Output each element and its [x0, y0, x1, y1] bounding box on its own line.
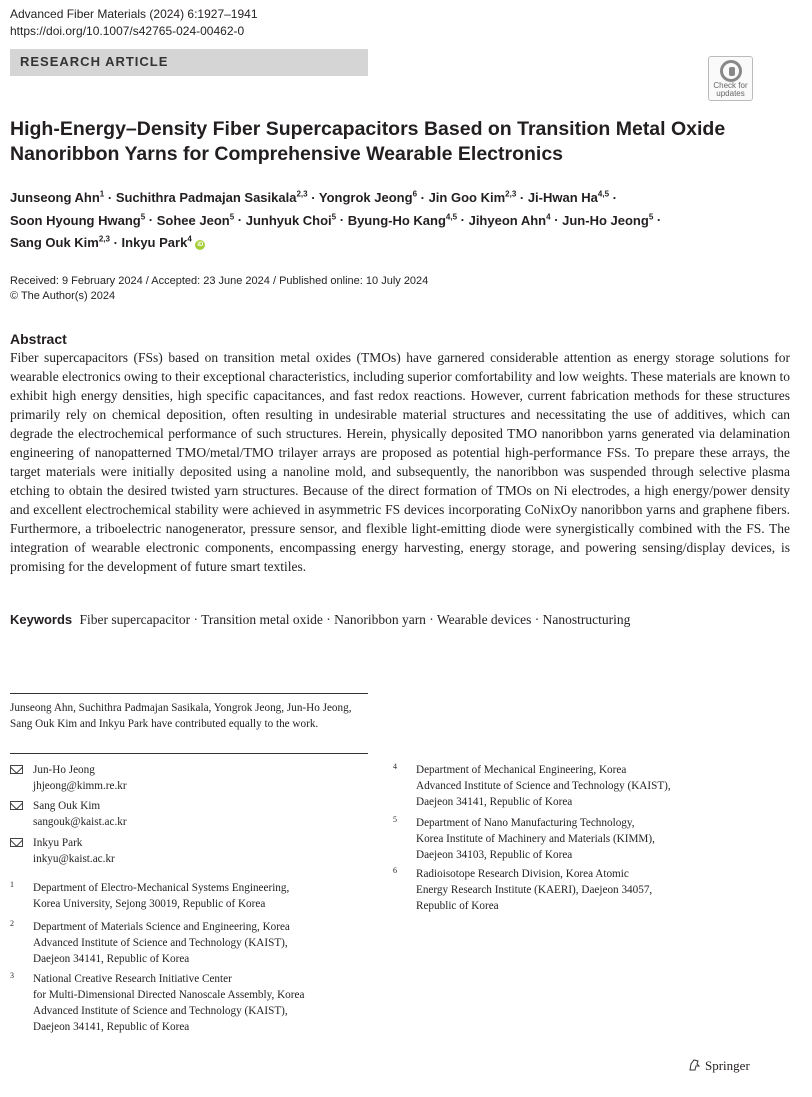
article-type-label: RESEARCH ARTICLE — [20, 54, 169, 69]
abstract-heading: Abstract — [10, 331, 67, 347]
correspondence-divider — [10, 753, 368, 754]
correspondent-name: Inkyu Park — [33, 837, 83, 849]
correspondent-email[interactable]: sangouk@kaist.ac.kr — [33, 816, 127, 828]
publisher-logo — [687, 1058, 750, 1074]
affiliation-6: 6 Radioisotope Research Division, Korea Atomic Energy Research Institute (KAERI), Daejeon 34057, Republic of Korea — [393, 866, 653, 912]
abstract-body: Fiber supercapacitors (FSs) based on transition metal oxides (TMOs) have garnered considerable attention as energy storage solutions for wearable electronics owing to their exceptional characteristics, including superior comfortability and low weights. These materials are known to exhibit high energy densities, high specific capacitances, and fast redox reactions. However, current fabrication methods for these structures primarily rely on chemical deposition, often resulting in undesirable material structures and necessitating the use of additives, which can degrade the electrochemical performance of such structures. Herein, physically deposited TMO nanoribbon yarns generated via delamination engineering of nanopatterned TMO/metal/TMO trilayer arrays are proposed as potential high-performance FSs. To prepare these arrays, the target materials were initially deposited using a nanoline mold, and subsequently, the nanoribbon was suspended through selective plasma etching to obtain the desired twisted yarn structures. Because of the direct formation of TMOs on Ni electrodes, a high energy/power density and excellent electrochemical stability were achieved in asymmetric FS devices incorporating CoNixOy nanoribbon yarns and graphene fibers. Furthermore, a triboelectric nanogenerator, pressure sensor, and flexible light-emitting diode were synergistically combined with the FS. The integration of wearable electronic components, encompassing energy harvesting, energy storage, and powering sensing/display devices, is promising for the development of future smart textiles. — [10, 350, 790, 574]
author[interactable]: Inkyu Park$^4$ — [121, 234, 192, 250]
envelope-icon — [10, 801, 23, 810]
envelope-icon — [10, 838, 23, 847]
dates-line: Received: 9 February 2024 / Accepted: 23 June 2024 / Published online: 10 July 2024 — [10, 275, 429, 287]
author[interactable]: Jin Goo Kim$^{2,3}$ — [428, 190, 517, 206]
equal-contribution-note: Junseong Ahn, Suchithra Padmajan Sasikala, Yongrok Jeong, Jun-Ho Jeong, Sang Ouk Kim and Inkyu Park have contributed equally to the work. — [10, 702, 352, 730]
keywords-label: Keywords — [10, 612, 73, 627]
keywords — [10, 612, 630, 628]
author[interactable]: Sang Ouk Kim$^{2,3}$ — [10, 234, 110, 250]
doi-link[interactable]: https://doi.org/10.1007/s42765-024-00462-0 — [10, 24, 245, 38]
correspondence-entry — [10, 798, 127, 830]
author[interactable]: Sohee Jeon$^5$ — [156, 212, 235, 228]
affiliation-5: 5 Department of Nano Manufacturing Technology, Korea Institute of Machinery and Materials (KIMM), Daejeon 34103, Republic of Korea — [393, 815, 655, 861]
badge-line2: updates — [716, 89, 745, 98]
footnote-divider — [10, 693, 368, 694]
author[interactable]: Soon Hyoung Hwang$^5$ — [10, 212, 146, 228]
author[interactable]: Byung-Ho Kang$^{4,5}$ — [347, 212, 458, 228]
author[interactable]: Yongrok Jeong$^6$ — [318, 190, 418, 206]
affiliation-1: 1 Department of Electro-Mechanical Systems Engineering, Korea University, Sejong 30019, Republic of Korea — [10, 880, 290, 910]
bookmark-icon — [720, 60, 742, 82]
correspondence-entry — [10, 762, 127, 794]
author[interactable]: Suchithra Padmajan Sasikala$^{2,3}$ — [115, 190, 308, 206]
badge-line1: Check for — [713, 81, 748, 90]
affiliation-4: 4 Department of Mechanical Engineering, Korea Advanced Institute of Science and Technology (KAIST), Daejeon 34141, Republic of Korea — [393, 762, 671, 808]
author[interactable]: Ji-Hwan Ha$^{4,5}$ — [527, 190, 610, 206]
correspondence-entry — [10, 835, 115, 867]
copyright-line: © The Author(s) 2024 — [10, 290, 116, 302]
correspondent-name: Sang Ouk Kim — [33, 800, 101, 812]
author[interactable]: Jihyeon Ahn$^4$ — [468, 212, 551, 228]
check-for-updates-badge[interactable] — [708, 56, 753, 101]
publisher-name: Springer — [705, 1058, 750, 1073]
affiliation-3: 3 National Creative Research Initiative Center for Multi-Dimensional Directed Nanoscale Assembly, Korea Advanced Institute of Science and Technology (KAIST), Daejeon 34141, Republic of Korea — [10, 971, 305, 1033]
author[interactable]: Jun-Ho Jeong$^5$ — [562, 212, 654, 228]
article-title: High-Energy–Density Fiber Supercapacitors Based on Transition Metal Oxide Nanoribbon Yarns for Comprehensive Wearable Electronics — [10, 118, 726, 165]
correspondent-email[interactable]: inkyu@kaist.ac.kr — [33, 853, 115, 865]
author[interactable]: Junseong Ahn$^1$ — [10, 190, 105, 206]
publication-dates — [10, 274, 428, 304]
article-type-banner — [10, 49, 368, 76]
affiliation-2: 2 Department of Materials Science and Engineering, Korea Advanced Institute of Science and Technology (KAIST), Daejeon 34141, Republic of Korea — [10, 919, 290, 965]
journal-citation: Advanced Fiber Materials (2024) 6:1927–1941 — [10, 7, 258, 21]
author-list: Junseong Ahn$^1$ · Suchithra Padmajan Sasikala$^{2,3}$ · Yongrok Jeong$^6$ · Jin Goo Kim$^{2,3}$ · Ji-Hwan Ha$^{4,5}$ · Soon Hyoung Hwang$^5$ · Sohee Jeon$^5$ · Junhyuk Choi$^5$ · Byung-Ho Kang$^{4,5}$ · Jihyeon Ahn$^4$ · Jun-Ho Jeong$^5$ · Sang Ouk Kim$^{2,3}$ · Inkyu Park$^4$ iD — [10, 190, 662, 250]
springer-horse-icon — [687, 1058, 701, 1072]
keywords-text: Fiber supercapacitor · Transition metal oxide · Nanoribbon yarn · Wearable devices · Nanostructuring — [79, 612, 631, 627]
correspondent-email[interactable]: jhjeong@kimm.re.kr — [33, 780, 127, 792]
orcid-icon[interactable]: iD — [197, 241, 204, 248]
envelope-icon — [10, 765, 23, 774]
journal-header — [10, 6, 258, 40]
author[interactable]: Junhyuk Choi$^5$ — [245, 212, 337, 228]
correspondent-name: Jun-Ho Jeong — [33, 764, 95, 776]
